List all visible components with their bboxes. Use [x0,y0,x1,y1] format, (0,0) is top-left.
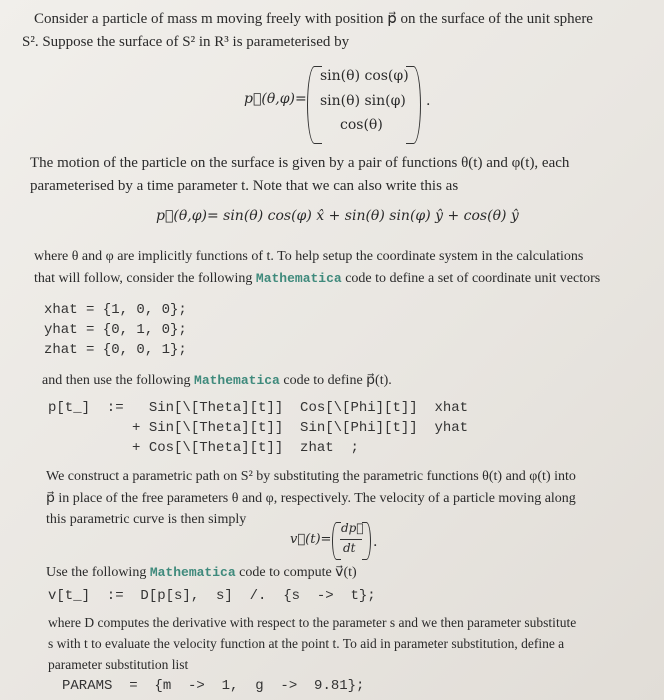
where-line-2-text-a: that will follow, consider the following [34,271,256,286]
eq1-row-1: sin(θ) cos(φ) [320,68,409,84]
code-params: PARAMS = {m -> 1, g -> 9.81}; [62,678,365,694]
use-text-a: Use the following [46,565,150,580]
mathematica-label: Mathematica [194,373,280,388]
code-p-line-1: p[t_] := Sin[\[Theta][t]] Cos[\[Phi][t]] xhat [48,400,469,416]
equation-components: p⃗(θ,φ)= sin(θ) cos(φ) x̂ + sin(θ) sin(φ) ŷ + cos(θ) ŷ [156,208,519,224]
code-yhat: yhat = {0, 1, 0}; [44,322,187,338]
then-text-a: and then use the following [42,373,195,388]
use-line [46,562,357,583]
intro-line-2: S². Suppose the surface of S² in R³ is parameterised by [22,34,350,50]
eq3-lhs: v⃗(t)= [290,532,332,547]
mathematica-label: Mathematica [255,271,342,286]
then-text-b: code to define p⃗(t). [279,373,392,388]
use-text-b: code to compute v⃗(t) [235,565,357,580]
mathematica-label: Mathematica [149,565,236,580]
whereD-line-1: where D computes the derivative with respect to the parameter s and we then parameter substitute [48,615,577,630]
where-line-1: where θ and φ are implicitly functions of t. To help setup the coordinate system in the calculations [34,249,584,264]
eq1-row-2: sin(θ) sin(φ) [320,93,406,109]
code-p-line-2: + Sin[\[Theta][t]] Sin[\[Phi][t]] yhat [48,420,469,436]
whereD-line-3: parameter substitution list [48,657,189,672]
eq3-left-paren [332,522,341,560]
intro-line-1: Consider a particle of mass m moving freely with position p⃗ on the surface of the unit sphere [34,11,593,27]
construct-line-3: this parametric curve is then simply [46,512,247,527]
code-velocity: v[t_] := D[p[s], s] /. {s -> t}; [48,588,376,604]
eq1-lhs: p⃗(θ,φ)= [244,91,307,107]
eq3-numerator: dp⃗ [341,521,364,535]
eq3-fraction-bar [340,539,362,540]
motion-line-2: parameterised by a time parameter t. Note that we can also write this as [30,178,459,194]
eq1-dot: . [426,93,431,109]
construct-line-2: p⃗ in place of the free parameters θ and φ, respectively. The velocity of a particle moving along [46,491,576,506]
code-p-line-3: + Cos[\[Theta][t]] zhat ; [48,440,359,456]
code-zhat: zhat = {0, 0, 1}; [44,342,187,358]
whereD-line-2: s with t to evaluate the velocity function at the point t. To aid in parameter substitution, define a [48,636,565,651]
where-line-2-text-b: code to define a set of coordinate unit vectors [341,271,601,286]
where-line-2 [34,268,600,289]
code-xhat: xhat = {1, 0, 0}; [44,302,187,318]
construct-line-1: We construct a parametric path on S² by substituting the parametric functions θ(t) and φ(t) into [46,469,576,484]
eq3-dot: . [373,534,378,550]
eq3-denominator: dt [343,541,356,555]
eq1-row-3: cos(θ) [340,117,383,133]
eq1-right-paren [406,66,421,144]
motion-line-1: The motion of the particle on the surface is given by a pair of functions θ(t) and φ(t), each [30,155,570,171]
eq3-right-paren [362,522,371,560]
then-line [42,370,392,391]
